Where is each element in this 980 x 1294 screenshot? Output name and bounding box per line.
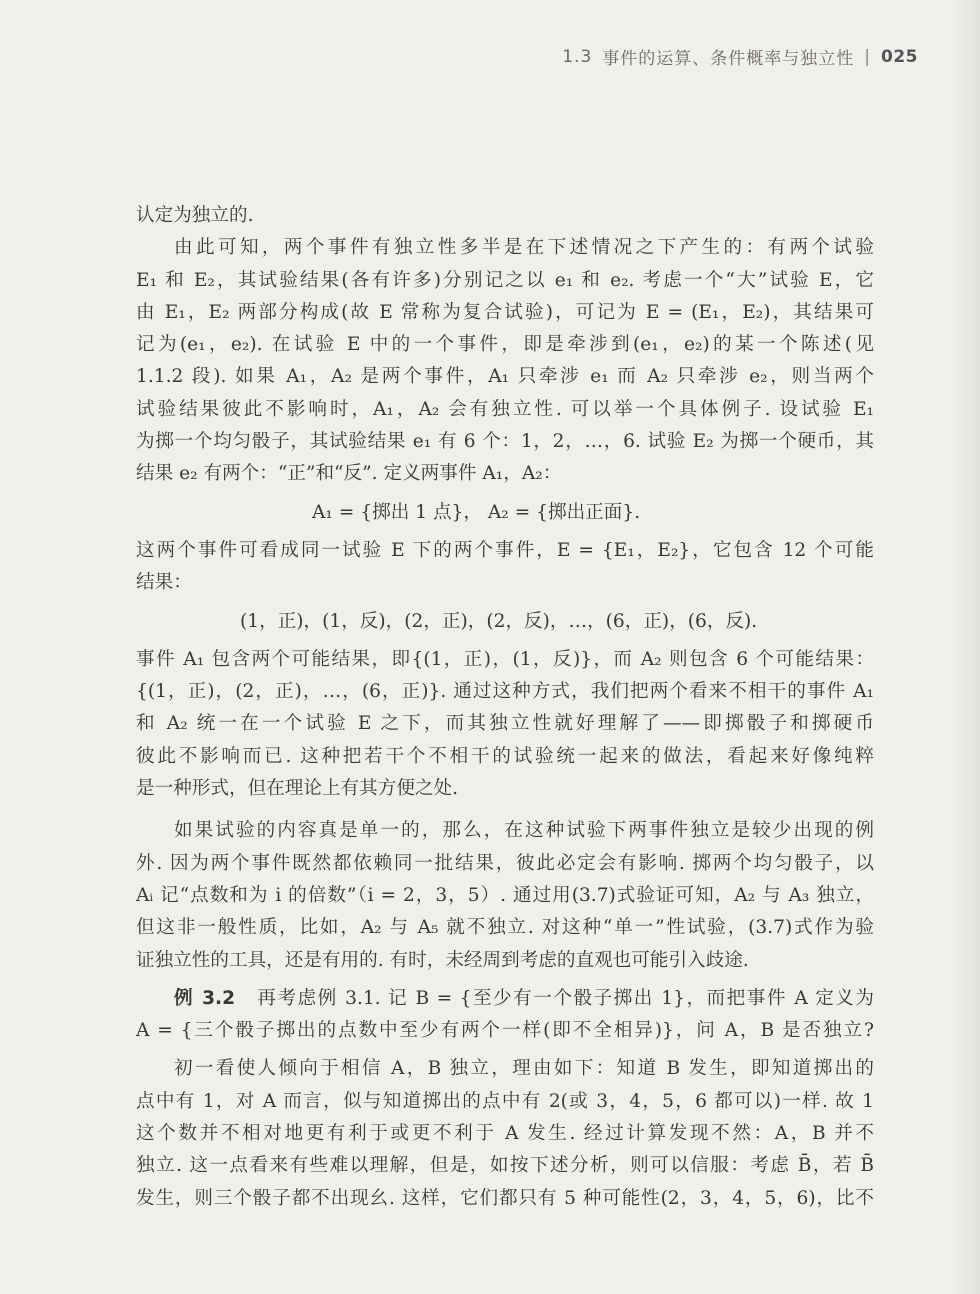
- text-line: 记为(e₁，e₂). 在试验 E 中的一个事件，即是牵涉到(e₁，e₂)的某一个陈述(见: [136, 334, 874, 356]
- example-text: 再考虑例 3.1. 记 B = {至少有一个骰子掷出 1}，而把事件 A 定义为: [257, 987, 874, 1009]
- text-line: 初一看使人倾向于相信 A，B 独立，理由如下：知道 B 发生，即知道掷出的: [174, 1058, 874, 1080]
- example-line: [136, 983, 874, 1015]
- text-line: 结果：: [136, 572, 192, 594]
- text-line: 为掷一个均匀骰子，其试验结果 e₁ 有 6 个：1，2，…，6. 试验 E₂ 为掷一个硬币，其: [136, 431, 874, 453]
- text-line: 结果 e₂ 有两个：“正”和“反”. 定义两事件 A₁，A₂：: [136, 463, 562, 485]
- body-text: [136, 200, 874, 1215]
- text-line: 点中有 1，对 A 而言，似与知道掷出的点中有 2(或 3，4，5，6 都可以)一样. 故 1: [136, 1090, 874, 1112]
- section-number: 1.3: [562, 46, 593, 67]
- text-line: 如果试验的内容真是单一的，那么，在这种试验下两事件独立是较少出现的例: [174, 820, 874, 842]
- text-line: 试验结果彼此不影响时，A₁，A₂ 会有独立性. 可以举一个具体例子. 设试验 E₁: [136, 398, 874, 420]
- text-line: 认定为独立的.: [136, 205, 254, 226]
- section-title: 事件的运算、条件概率与独立性: [602, 49, 855, 69]
- text-line: E₁ 和 E₂，其试验结果(各有许多)分别记之以 e₁ 和 e₂. 考虑一个“大”试验 E，它: [136, 269, 874, 291]
- header-separator: |: [864, 46, 871, 67]
- text-line: 由此可知，两个事件有独立性多半是在下述情况之下产生的：有两个试验: [174, 237, 874, 259]
- text-line: 1.1.2 段). 如果 A₁，A₂ 是两个事件，A₁ 只牵涉 e₁ 而 A₂ 只牵涉 e₂，则当两个: [136, 366, 874, 388]
- display-equation: (1，正)，(1，反)，(2，正)，(2，反)，…，(6，正)，(6，反).: [240, 610, 758, 632]
- text-line: 是一种形式，但在理论上有其方便之处.: [136, 778, 459, 800]
- text-line: 证独立性的工具，还是有用的. 有时，未经周到考虑的直观也可能引入歧途.: [136, 949, 749, 971]
- example-label: 例 3.2: [174, 987, 236, 1009]
- text-line: Aᵢ 记“点数和为 i 的倍数”（i = 2，3，5）. 通过用(3.7)式验证可知，A₂ 与 A₃ 独立，: [136, 884, 874, 906]
- running-header: [562, 44, 918, 69]
- text-line: A = {三个骰子掷出的点数中至少有两个一样(即不全相异)}，问 A，B 是否独立?: [136, 1020, 874, 1042]
- text-line: 彼此不影响而已. 这种把若干个不相干的试验统一起来的做法，看起来好像纯粹: [136, 745, 874, 767]
- text-line: {(1，正)，(2，正)，…，(6，正)}. 通过这种方式，我们把两个看来不相干的事件 A₁: [136, 681, 874, 703]
- text-line: 外. 因为两个事件既然都依赖同一批结果，彼此必定会有影响. 掷两个均匀骰子，以: [136, 852, 874, 874]
- text-line: 发生，则三个骰子都不出现幺. 这样，它们都只有 5 种可能性(2，3，4，5，6)，比不: [136, 1187, 874, 1209]
- text-line: 事件 A₁ 包含两个可能结果，即{(1，正)，(1，反)}，而 A₂ 则包含 6 个可能结果：: [136, 648, 874, 670]
- text-line: 这两个事件可看成同一试验 E 下的两个事件，E = {E₁，E₂}，它包含 12 个可能: [136, 539, 874, 561]
- page-number: 025: [881, 46, 918, 67]
- text-line: 由 E₁，E₂ 两部分构成(故 E 常称为复合试验)，可记为 E = (E₁，E₂)，其结果可: [136, 301, 874, 323]
- text-line: 但这非一般性质，比如，A₂ 与 A₅ 就不独立. 对这种“单一”性试验，(3.7)式作为验: [136, 917, 874, 939]
- page-edge-shadow: [952, 0, 980, 1294]
- text-line: 和 A₂ 统一在一个试验 E 之下，而其独立性就好理解了——即掷骰子和掷硬币: [136, 713, 874, 735]
- text-line: 独立. 这一点看来有些难以理解，但是，如按下述分析，则可以信服：考虑 B̄，若 B̄: [136, 1155, 874, 1177]
- display-equation: A₁ = {掷出 1 点}， A₂ = {掷出正面}.: [312, 501, 641, 523]
- text-line: 这个数并不相对地更有利于或更不利于 A 发生. 经过计算发现不然：A，B 并不: [136, 1123, 874, 1145]
